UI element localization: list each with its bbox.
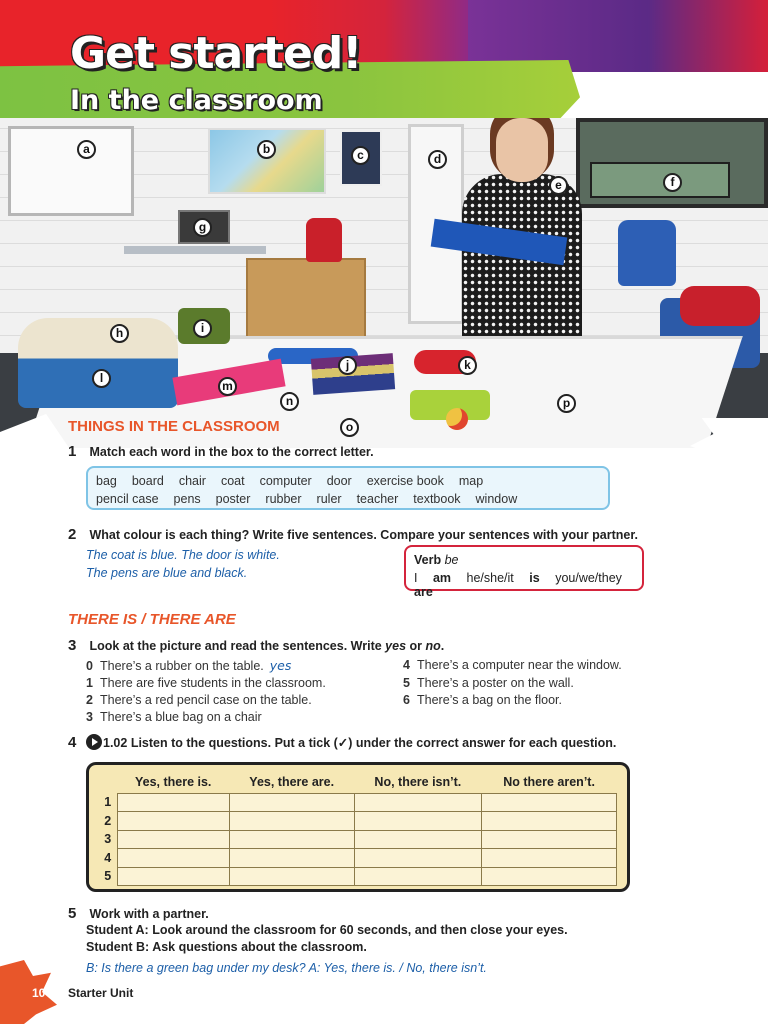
word-item: textbook (413, 492, 461, 506)
answer-cell[interactable] (117, 867, 229, 886)
sentence-text: There’s a poster on the wall. (417, 676, 574, 690)
word-box-row (96, 474, 600, 488)
question-text: Match each word in the box to the correct letter. (89, 445, 374, 459)
sentence-item (86, 693, 312, 707)
sentence-item (403, 658, 622, 672)
sentence-text: There’s a red pencil case on the table. (100, 693, 312, 707)
verb-forms (414, 571, 634, 599)
row-number: 5 (104, 869, 112, 884)
row-number: 1 (104, 795, 112, 810)
photo-side-table (124, 246, 266, 254)
answer-cell[interactable] (229, 812, 354, 831)
photo-marker: b (257, 140, 276, 159)
sentence-number: 1 (86, 676, 93, 690)
photo-window (576, 118, 768, 208)
word-item: rubber (265, 492, 302, 506)
photo-marker: p (557, 394, 576, 413)
page-subtitle: In the classroom (70, 85, 323, 116)
photo-window-pane (590, 162, 730, 198)
sentence-text: There’s a blue bag on a chair (100, 710, 262, 724)
word-item: chair (178, 474, 206, 488)
verb-subject: I (414, 571, 418, 585)
sentence-number: 3 (86, 710, 93, 724)
audio-track-number: 1.02 (103, 736, 128, 750)
word-item: door (326, 474, 352, 488)
footer-splash (0, 960, 60, 1024)
row-number: 4 (104, 850, 112, 865)
word-item: window (475, 492, 518, 506)
answer-cell[interactable] (229, 849, 354, 868)
verb-form (414, 571, 451, 585)
table-header-blank (99, 771, 117, 793)
word-item: pens (173, 492, 201, 506)
question-text: Work with a partner. (89, 907, 209, 921)
title-banner (0, 0, 768, 130)
photo-teacher-head (496, 118, 548, 182)
question-number: 1 (68, 443, 77, 460)
question-number: 4 (68, 734, 77, 751)
answer-cell[interactable] (354, 849, 482, 868)
verb-word: am (432, 571, 452, 585)
sentence-number: 0 (86, 659, 93, 673)
verb-box-title-verb: be (444, 553, 459, 567)
verb-subject: you/we/they (555, 571, 622, 585)
audio-play-icon[interactable] (86, 734, 102, 750)
word-item: pencil case (96, 492, 159, 506)
page-number: 10 (32, 986, 46, 1000)
answer-grid (99, 771, 617, 886)
example-sentence: The pens are blue and black. (86, 566, 248, 580)
sentence-text: There’s a rubber on the table. (100, 659, 264, 673)
answer-cell[interactable] (354, 867, 482, 886)
sentence-text: There’s a computer near the window. (417, 658, 622, 672)
question-text: What colour is each thing? Write five sentences. Compare your sentences with your partner. (89, 528, 638, 542)
question-1 (68, 443, 374, 460)
word-item: exercise book (366, 474, 444, 488)
photo-marker: n (280, 392, 299, 411)
word-item: ruler (316, 492, 342, 506)
answer-cell[interactable] (482, 867, 617, 886)
word-item: map (458, 474, 484, 488)
question-text-yes: yes (385, 639, 407, 653)
photo-red-backpack (306, 218, 342, 262)
table-row (99, 849, 617, 868)
question-text-end: . (440, 639, 445, 653)
answer-cell[interactable] (117, 812, 229, 831)
question-text-or: or (406, 639, 426, 653)
word-item: board (131, 474, 164, 488)
question-number: 5 (68, 905, 77, 922)
photo-marker: k (458, 356, 477, 375)
answer-cell[interactable] (482, 849, 617, 868)
verb-be-box (404, 545, 644, 599)
question-5 (68, 905, 209, 922)
answer-cell[interactable] (117, 793, 229, 812)
question-3 (68, 637, 444, 654)
answer-cell[interactable] (354, 793, 482, 812)
answer-cell[interactable] (229, 867, 354, 886)
sentence-text: There are five students in the classroom. (100, 676, 326, 690)
sentence-item (86, 676, 326, 690)
photo-marker: j (338, 356, 357, 375)
sentence-item (86, 710, 262, 724)
sentence-number: 6 (403, 693, 410, 707)
word-item: poster (215, 492, 251, 506)
photo-marker: m (218, 377, 237, 396)
question-text-no: no (425, 639, 441, 653)
dialogue-example: B: Is there a green bag under my desk? A: Yes, there is. / No, there isn’t. (86, 961, 487, 975)
table-row (99, 812, 617, 831)
question-text: Listen to the questions. Put a tick (✓) under the correct answer for each question. (127, 736, 617, 750)
sentence-answer: yes (269, 658, 292, 673)
photo-marker: o (340, 418, 359, 437)
table-row (99, 830, 617, 849)
answer-cell[interactable] (229, 793, 354, 812)
row-number: 2 (104, 813, 112, 828)
photo-map (208, 128, 326, 194)
question-4 (68, 734, 616, 751)
verb-subject: he/she/it (466, 571, 514, 585)
photo-apple (446, 408, 468, 430)
answer-cell[interactable] (117, 830, 229, 849)
verb-box-title-word: Verb (414, 553, 442, 567)
answer-cell[interactable] (117, 849, 229, 868)
photo-marker: d (428, 150, 447, 169)
table-header-row (99, 771, 617, 793)
sentence-text: There’s a bag on the floor. (417, 693, 563, 707)
word-box-row (96, 492, 600, 506)
sentence-item (403, 676, 574, 690)
answer-table (86, 762, 630, 892)
word-item: bag (96, 474, 117, 488)
verb-box-title (414, 553, 634, 567)
unit-label: Starter Unit (68, 986, 134, 1000)
answer-cell[interactable] (482, 812, 617, 831)
table-header: No there aren’t. (503, 774, 595, 789)
answer-cell[interactable] (482, 830, 617, 849)
photo-blue-backpack (618, 220, 676, 286)
photo-marker: c (351, 146, 370, 165)
verb-word: is (529, 571, 540, 585)
word-item: computer (259, 474, 312, 488)
table-header: Yes, there are. (249, 774, 335, 789)
sentence-item (86, 658, 291, 673)
photo-marker: h (110, 324, 129, 343)
table-row (99, 867, 617, 886)
photo-marker: i (193, 319, 212, 338)
photo-marker: l (92, 369, 111, 388)
photo-coat (18, 318, 178, 408)
verb-word: are (414, 585, 433, 599)
photo-marker: a (77, 140, 96, 159)
question-2 (68, 526, 638, 543)
page-title: Get started! (70, 28, 362, 79)
answer-cell[interactable] (354, 830, 482, 849)
row-number: 3 (104, 832, 112, 847)
example-sentence: The coat is blue. The door is white. (86, 548, 280, 562)
verb-form (467, 571, 540, 585)
section-heading-things: THINGS IN THE CLASSROOM (68, 418, 280, 435)
table-header: No, there isn’t. (374, 774, 462, 789)
sentence-number: 5 (403, 676, 410, 690)
sentence-item (403, 693, 562, 707)
student-a-instruction: Student A: Look around the classroom for 60 seconds, and then close your eyes. (86, 923, 568, 937)
photo-shelf (246, 258, 366, 344)
word-box (86, 466, 610, 510)
answer-cell[interactable] (482, 793, 617, 812)
section-heading-there-is: THERE IS / THERE ARE (68, 611, 236, 628)
question-text: Look at the picture and read the sentences. Write (89, 639, 386, 653)
question-number: 2 (68, 526, 77, 543)
answer-cell[interactable] (354, 812, 482, 831)
photo-marker: f (663, 173, 682, 192)
sentence-number: 2 (86, 693, 93, 707)
classroom-photo (0, 118, 768, 448)
sentence-number: 4 (403, 658, 410, 672)
word-item: coat (220, 474, 245, 488)
question-number: 3 (68, 637, 77, 654)
photo-marker: e (549, 176, 568, 195)
photo-whiteboard (8, 126, 134, 216)
table-header: Yes, there is. (134, 774, 212, 789)
student-b-instruction: Student B: Ask questions about the classroom. (86, 940, 367, 954)
photo-red-jacket (680, 286, 760, 326)
photo-marker: g (193, 218, 212, 237)
table-row (99, 793, 617, 812)
word-item: teacher (356, 492, 399, 506)
answer-cell[interactable] (229, 830, 354, 849)
